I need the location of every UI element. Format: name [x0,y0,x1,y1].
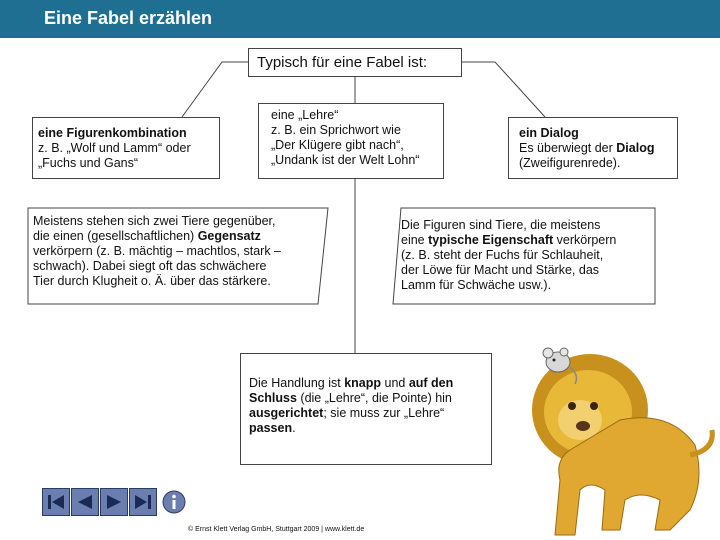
right-box-line-3: (Zweifigurenrede). [519,156,621,170]
center-title: Typisch für eine Fabel ist: [257,54,428,71]
copyright-footer: © Ernst Klett Verlag GmbH, Stuttgart 2009 | www.klett.de [188,526,365,533]
first-page-button[interactable] [42,488,70,516]
mid-box-line-3: „Der Klügere gibt nach“, [271,138,404,152]
box-figurenkombination [32,117,220,179]
info-button[interactable] [160,488,188,516]
bottom-line-2 [249,391,491,406]
mid-box-line-4: „Undank ist der Welt Lohn“ [271,153,420,167]
right-box-line-2 [519,141,677,156]
box-dialog [508,117,678,179]
connector-to-right [462,62,545,117]
bottom-bold-ausgerichtet: ausgerichtet [249,406,324,420]
sheet-right-line-1: Die Figuren sind Tiere, die meistens [401,218,601,232]
previous-button[interactable] [71,488,99,516]
bottom-bold-passen: passen [249,421,293,435]
left-box-line-3: „Fuchs und Gans“ [38,156,139,170]
box-lehre [258,103,444,179]
bottom-line-4 [249,421,491,436]
sheet-left-bold: Gegensatz [197,229,261,243]
last-page-button[interactable] [129,488,157,516]
bottom-text-2b: (die „Lehre“, die Pointe) hin [296,391,452,405]
sheet-right-line-4: der Löwe für Macht und Stärke, das [401,263,600,277]
sheet-right-line-3: (z. B. steht der Fuchs für Schlauheit, [401,248,604,262]
sheet-right-line-5: Lamm für Schwäche usw.). [401,278,552,292]
right-box-heading: ein Dialog [519,126,579,140]
mid-box-line-2: z. B. ein Sprichwort wie [271,123,401,137]
right-box-text: Es überwiegt der [519,141,617,155]
bottom-bold-knapp: knapp [344,376,382,390]
bottom-text-1c: und [381,376,409,390]
lion-illustration [520,340,720,540]
connector-to-left [182,62,248,117]
previous-icon [72,489,98,515]
last-page-icon [130,489,156,515]
sheet-left-text: die einen (gesellschaftlichen) [33,229,198,243]
next-button[interactable] [100,488,128,516]
bottom-line-1 [249,376,491,391]
first-page-icon [43,489,69,515]
next-icon [101,489,127,515]
left-box-heading: eine Figurenkombination [38,126,187,140]
sheet-right-bold: typische Eigenschaft [428,233,554,247]
bottom-bold-aufden: auf den [408,376,454,390]
right-box-bold: Dialog [616,141,655,155]
bottom-text-4b: . [292,421,296,435]
page-title: Eine Fabel erzählen [44,8,213,28]
sheet-left-line-5: Tier durch Klugheit o. Ä. über das stärkere. [33,274,271,288]
info-icon [160,488,188,516]
bottom-line-3 [249,406,491,421]
sheet-gegensatz [28,208,328,304]
mid-box-heading: eine „Lehre“ [271,108,339,122]
left-box-line-2: z. B. „Wolf und Lamm“ oder [38,141,191,155]
center-box [248,48,462,77]
sheet-right-text-c: verkörpern [553,233,617,247]
box-handlung [240,353,492,465]
bottom-bold-schluss: Schluss [249,391,297,405]
sheet-left-line-1: Meistens stehen sich zwei Tiere gegenüber, [33,214,276,228]
sheet-left-line-3: verkörpern (z. B. mächtig – machtlos, stark – [33,244,282,258]
bottom-text-1a: Die Handlung ist [249,376,345,390]
sheet-left-line-2 [33,229,328,244]
sheet-tiere [393,208,655,304]
sheet-right-line-2 [401,233,655,248]
sheet-left-line-4: schwach). Dabei siegt oft das schwächere [33,259,267,273]
bottom-text-3b: ; sie muss zur „Lehre“ [323,406,445,420]
sheet-right-text-a: eine [401,233,429,247]
